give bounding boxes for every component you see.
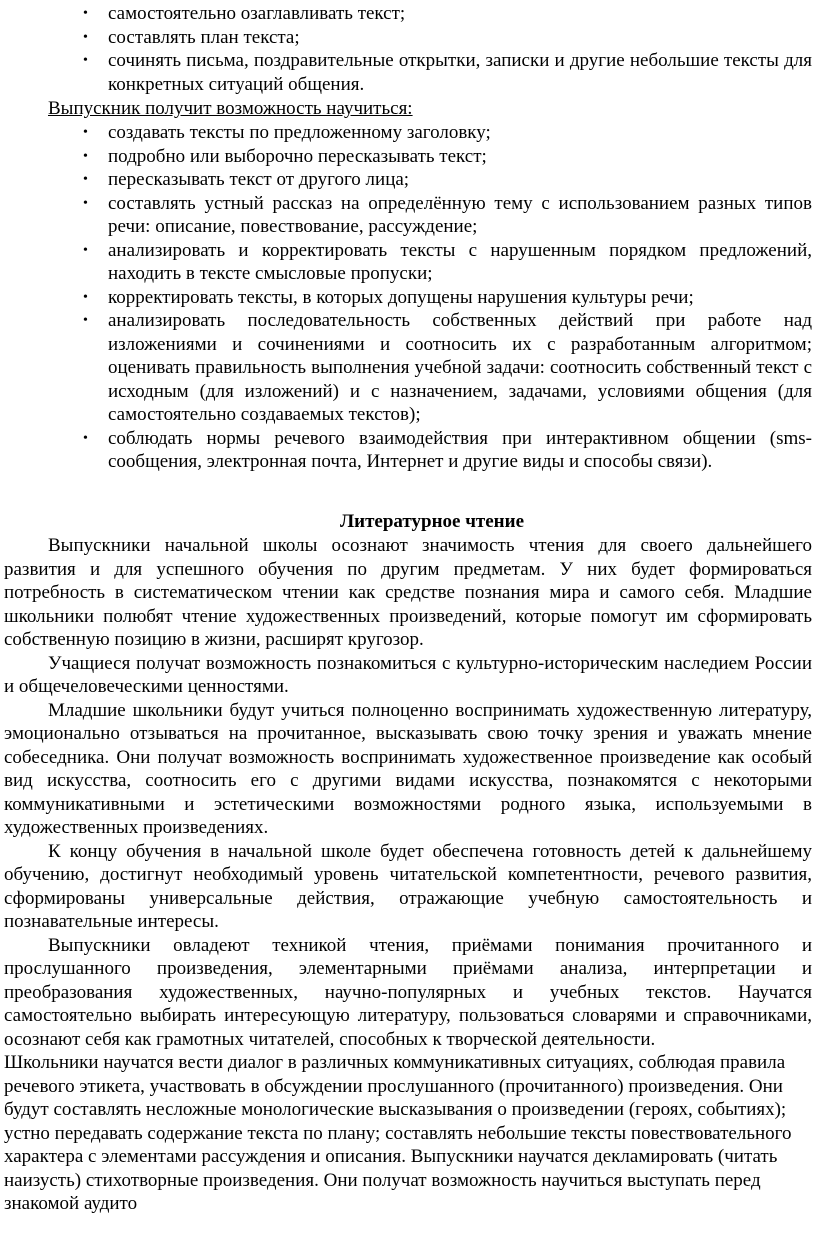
paragraph: Выпускники овладеют техникой чтения, приёмами понимания прочитанного и прослушанного произведения, элементарными приёмами анализа, интерпретации и преобразования художественных, научно-популярных и учебных текстов. Научатся самостоятельно выбирать интересующую литературу, пользоваться словарями и справочниками, осознают себя как грамотных читателей, способных к творческой деятельности. <box>4 934 812 1050</box>
paragraph: Младшие школьники будут учиться полноценно воспринимать художественную литературу, эмоционально отзываться на прочитанное, высказывать свою точку зрения и уважать мнение собеседника. Они получат возможность воспринимать художественное произведение как особый вид искусства, соотносить его с другими видами искусства, познакомятся с некоторыми коммуникативными и эстетическими возможностями родного языка, используемыми в художественных произведениях. <box>4 699 812 838</box>
bullet-icon: • <box>83 313 88 328</box>
section-body <box>4 534 812 1216</box>
list-item: • анализировать и корректировать тексты с нарушенным порядком предложений, находить в тексте смысловые пропуски; <box>83 239 812 284</box>
section-title: Литературное чтение <box>339 511 525 532</box>
bullet-icon: • <box>83 195 88 211</box>
bullet-icon: • <box>83 172 88 187</box>
bullet-icon: • <box>83 6 88 21</box>
bullet-icon: • <box>83 430 88 446</box>
list-item: • анализировать последовательность собственных действий при работе над изложениями и сочинениями и соотносить их с разработанным алгоритмом; оценивать правильность выполнения учебной задачи: соотносить собственный текст с исходным (для изложений) и с назначением, задачами, условиями общения (для самостоятельно создаваемых текстов); <box>83 310 812 425</box>
list-item: • корректировать тексты, в которых допущены нарушения культуры речи; <box>83 286 694 308</box>
paragraph: Учащиеся получат возможность познакомиться с культурно-историческим наследием России и общечеловеческими ценностями. <box>4 652 812 697</box>
list-item: • соблюдать нормы речевого взаимодействия при интерактивном общении (sms-сообщения, электронная почта, Интернет и другие виды и способы связи). <box>83 427 812 472</box>
list-item: • подробно или выборочно пересказывать текст; <box>83 145 487 167</box>
opportunity-list <box>0 121 816 474</box>
bullet-icon: • <box>83 148 88 164</box>
bullet-icon: • <box>83 289 88 305</box>
list-item: • сочинять письма, поздравительные открытки, записки и другие небольшие тексты для конкретных ситуаций общения. <box>83 50 812 95</box>
paragraph: Школьники научатся вести диалог в различных коммуникативных ситуациях, соблюдая правила речевого этикета, участвовать в обсуждении прослушанного (прочитанного) произведения. Они будут составлять несложные монологические высказывания о произведении (героях, событиях); устно передавать содержание текста по плану; составлять небольшие тексты повествовательного характера с элементами рассуждения и описания. Выпускники научатся декламировать (читать наизусть) стихотворные произведения. Они получат возможность научиться выступать перед знакомой аудито <box>4 1052 792 1214</box>
list-item: • пересказывать текст от другого лица; <box>83 169 410 190</box>
bullet-icon: • <box>83 29 88 45</box>
list-item: • самостоятельно озаглавливать текст; <box>83 3 406 24</box>
bullet-icon: • <box>83 125 88 140</box>
paragraph: Выпускники начальной школы осознают значимость чтения для своего дальнейшего развития и для успешного обучения по другим предметам. У них будет формироваться потребность в систематическом чтении как средстве познания мира и самого себя. Младшие школьники полюбят чтение художественных произведений, которые помогут им сформировать собственную позицию в жизни, расширят кругозор. <box>4 535 812 650</box>
skills-list <box>0 2 816 96</box>
list-item: • составлять план текста; <box>83 26 300 48</box>
subheading: Выпускник получит возможность научиться: <box>48 98 413 119</box>
list-item: • создавать тексты по предложенному заголовку; <box>83 122 491 143</box>
bullet-icon: • <box>83 53 88 68</box>
list-item: • составлять устный рассказ на определённую тему с использованием разных типов речи: описание, повествование, рассуждение; <box>83 192 812 237</box>
paragraph: К концу обучения в начальной школе будет обеспечена готовность детей к дальнейшему обучению, достигнут необходимый уровень читательской компетентности, речевого развития, сформированы универсальные действия, отражающие учебную самостоятельность и познавательные интересы. <box>4 840 812 932</box>
bullet-icon: • <box>83 242 88 258</box>
